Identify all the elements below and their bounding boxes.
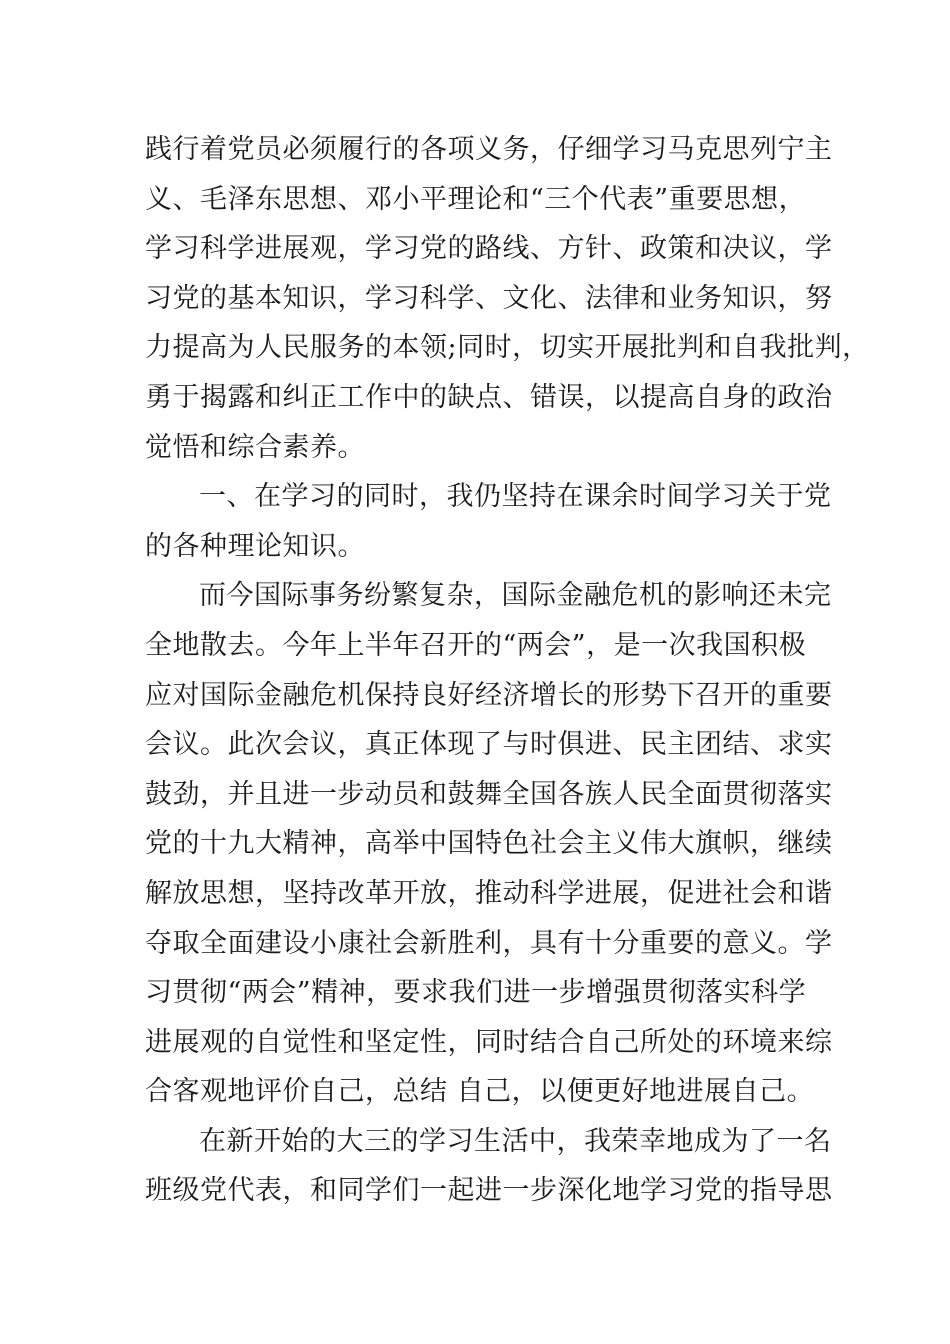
text-line: 党的十九大精神，高举中国特色社会主义伟大旗帜，继续 <box>145 828 833 860</box>
text-line: 应对国际金融危机保持良好经济增长的形势下召开的重要 <box>145 679 833 711</box>
text-line: 进展观的自觉性和坚定性，同时结合自己所处的环境来综 <box>145 1026 833 1058</box>
text-line: 义、毛泽东思想、邓小平理论和“三个代表”重要思想， <box>145 183 807 215</box>
text-line: 鼓劲，并且进一步动员和鼓舞全国各族人民全面贯彻落实 <box>145 778 833 810</box>
paragraph-first-line: 在新开始的大三的学习生活中，我荣幸地成为了一名 <box>199 1125 832 1157</box>
text-line: 力提高为人民服务的本领;同时，切实开展批判和自我批判， <box>145 332 870 364</box>
text-line: 会议。此次会议，真正体现了与时俱进、民主团结、求实 <box>145 729 833 761</box>
text-line: 全地散去。今年上半年召开的“两会”，是一次我国积极 <box>145 629 807 661</box>
text-line: 合客观地评价自己，总结 自己，以便更好地进展自己。 <box>145 1076 815 1108</box>
text-line: 勇于揭露和纠正工作中的缺点、错误，以提高自身的政治 <box>145 381 833 413</box>
text-line: 觉悟和综合素养。 <box>145 431 365 463</box>
text-line: 践行着党员必须履行的各项义务，仔细学习马克思列宁主 <box>145 134 833 165</box>
text-line: 习贯彻“两会”精神，要求我们进一步增强贯彻落实科学 <box>145 977 807 1009</box>
text-line: 解放思想，坚持改革开放，推动科学进展，促进社会和谐 <box>145 877 833 909</box>
text-line: 的各种理论知识。 <box>145 530 365 562</box>
document-body <box>145 125 870 1216</box>
text-line: 班级党代表，和同学们一起进一步深化地学习党的指导思 <box>145 1175 833 1207</box>
paragraph-first-line: 一、在学习的同时，我仍坚持在课余时间学习关于党 <box>199 481 832 513</box>
text-line: 学习科学进展观，学习党的路线、方针、政策和决议，学 <box>145 233 833 265</box>
paragraph-first-line: 而今国际事务纷繁复杂，国际金融危机的影响还未完 <box>199 580 832 612</box>
text-line: 习党的基本知识，学习科学、文化、法律和业务知识，努 <box>145 282 833 314</box>
text-line: 夺取全面建设小康社会新胜利，具有十分重要的意义。学 <box>145 927 833 959</box>
